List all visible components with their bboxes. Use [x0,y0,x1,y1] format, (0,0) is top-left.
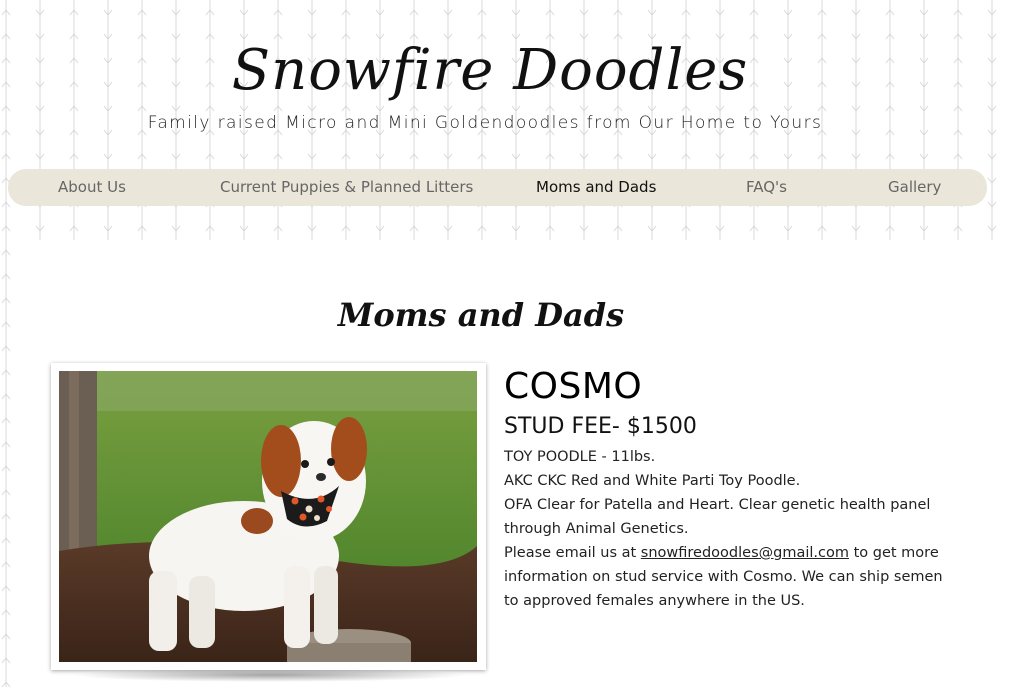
main-nav [8,169,987,206]
dog-photo[interactable] [59,371,477,662]
contact-line [504,541,944,613]
contact-suffix: to get more information on stud service with Cosmo. We can ship semen to approved females anywhere in the US. [504,545,943,609]
section-title: Moms and Dads [337,296,625,334]
breed-line: TOY POODLE - 11lbs. [504,449,656,465]
nav-item-moms-and-dads[interactable]: Moms and Dads [536,178,657,196]
photo-shadow [70,668,470,682]
site-title: Snowfire Doodles [231,38,749,103]
photo-frame [51,363,486,670]
nav-item-about-us[interactable]: About Us [58,178,126,196]
contact-prefix: Please email us at [504,545,641,561]
nav-item-faqs[interactable]: FAQ's [746,178,787,196]
site-tagline: Family raised Micro and Mini Goldendoodles from Our Home to Yours [147,113,823,133]
nav-item-gallery[interactable]: Gallery [888,178,942,196]
health-line: OFA Clear for Patella and Heart. Clear genetic health panel through Animal Genetics. [504,497,931,537]
registry-line: AKC CKC Red and White Parti Toy Poodle. [504,473,801,489]
dog-description [504,445,944,613]
email-link[interactable]: snowfiredoodles@gmail.com [640,545,849,561]
stud-fee: STUD FEE- $1500 [504,414,697,439]
nav-item-current-puppies[interactable]: Current Puppies & Planned Litters [220,178,474,196]
dog-name: COSMO [504,366,643,407]
